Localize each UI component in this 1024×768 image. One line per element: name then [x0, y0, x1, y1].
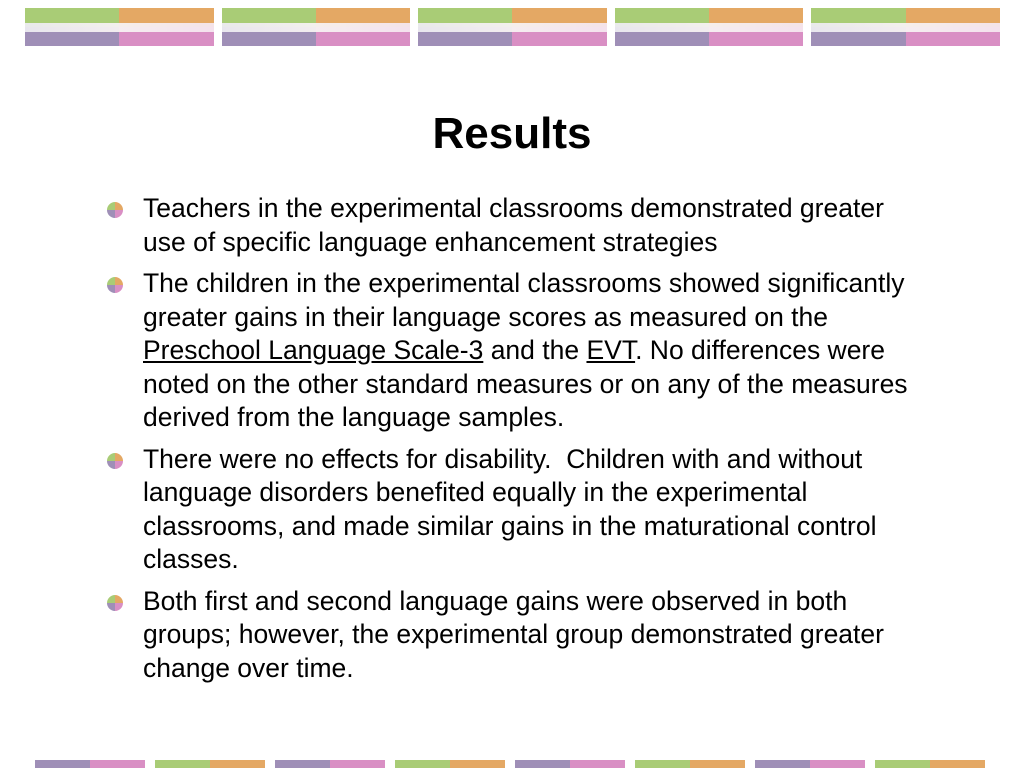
- pie-bullet-icon: [106, 201, 124, 219]
- decor-block: [222, 8, 411, 46]
- decor-block: [755, 760, 865, 768]
- bullet-list: [100, 192, 930, 693]
- decor-block: [275, 760, 385, 768]
- decor-block: [35, 760, 145, 768]
- slide-title: Results: [432, 109, 592, 158]
- bullet-text: Both first and second language gains were observed in both groups; however, the experimental group demonstrated greater change over time.: [143, 585, 884, 683]
- bullet-item: [100, 443, 930, 577]
- bullet-item: [100, 192, 930, 259]
- bullet-text: and the: [483, 335, 587, 365]
- pie-bullet-icon: [106, 276, 124, 294]
- decor-block: [811, 8, 1000, 46]
- bullet-text: . No differences were noted on the other standard measures or on any of the measures derived from the language samples.: [143, 335, 908, 432]
- pie-bullet-icon: [106, 594, 124, 612]
- bottom-decorative-band: [35, 760, 1024, 768]
- bullet-text: There were no effects for disability. Children with and without language disorders benefited equally in the experimental classrooms, and made similar gains in the maturational control classes.: [143, 443, 884, 574]
- bullet-item: [100, 585, 930, 686]
- bullet-item: [100, 267, 930, 435]
- evt-link[interactable]: EVT: [586, 335, 636, 365]
- decor-block: [418, 8, 607, 46]
- decor-block: [615, 8, 804, 46]
- decor-block: [635, 760, 745, 768]
- decor-block: [395, 760, 505, 768]
- bullet-text: The children in the experimental classrooms showed significantly greater gains in their language scores as measured on the: [143, 268, 905, 332]
- decor-block: [25, 8, 214, 46]
- preschool-language-scale-link[interactable]: Preschool Language Scale-3: [143, 335, 484, 365]
- decor-block: [875, 760, 985, 768]
- pie-bullet-icon: [106, 452, 124, 470]
- decor-block: [155, 760, 265, 768]
- decor-block: [515, 760, 625, 768]
- top-decorative-band: [25, 8, 1000, 46]
- bullet-text: Teachers in the experimental classrooms demonstrated greater use of specific language enhancement strategies: [143, 193, 884, 257]
